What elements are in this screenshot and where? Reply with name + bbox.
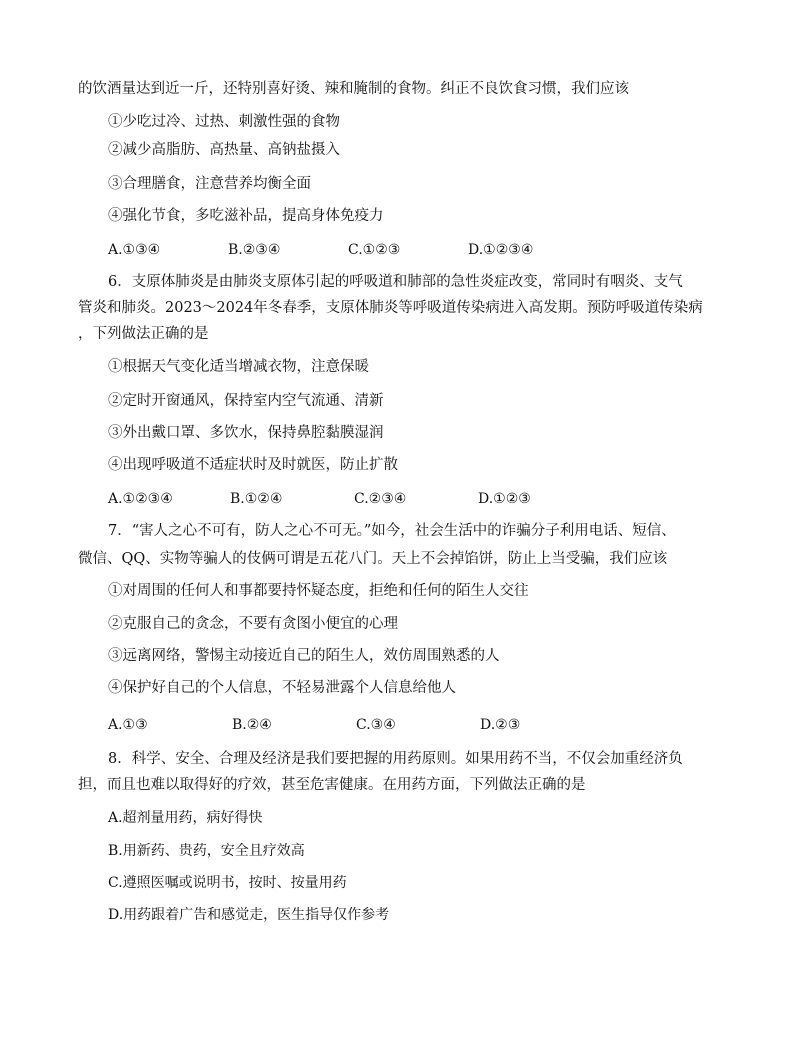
q8-option-c[interactable]: C.遵照医嘱或说明书，按时、按量用药 — [108, 875, 347, 891]
q5-option-c[interactable]: C.①②③ — [348, 242, 401, 258]
q8-stem-line-2: 担，而且也难以取得好的疗效，甚至危害健康。在用药方面，下列做法正确的是 — [78, 777, 586, 793]
q5-item-4: ④强化节食，多吃滋补品，提高身体免疫力 — [108, 208, 384, 224]
q7-item-1: ①对周围的任何人和事都要持怀疑态度，拒绝和任何的陌生人交往 — [108, 583, 529, 599]
q5-stem-continued: 的饮酒量达到近一斤，还特别喜好烫、辣和腌制的食物。纠正不良饮食习惯，我们应该 — [78, 81, 629, 97]
q6-stem-line-1: 6．支原体肺炎是由肺炎支原体引起的呼吸道和肺部的急性炎症改变，常同时有咽炎、支气 — [108, 274, 683, 290]
q6-item-1: ①根据天气变化适当增减衣物，注意保暖 — [108, 359, 369, 375]
q7-stem-line-1: 7．“害人之心不可有，防人之心不可无。”如今，社会生活中的诈骗分子利用电话、短信、 — [108, 523, 676, 539]
q5-item-3: ③合理膳食，注意营养均衡全面 — [108, 176, 311, 192]
q6-option-d[interactable]: D.①②③ — [478, 491, 531, 507]
q7-option-a[interactable]: A.①③ — [108, 717, 148, 733]
q6-item-2: ②定时开窗通风，保持室内空气流通、清新 — [108, 393, 384, 409]
q8-option-d[interactable]: D.用药跟着广告和感觉走，医生指导仅作参考 — [108, 907, 390, 923]
q8-option-a[interactable]: A.超剂量用药，病好得快 — [108, 810, 263, 826]
q6-item-3: ③外出戴口罩、多饮水，保持鼻腔黏膜湿润 — [108, 425, 384, 441]
q7-item-4: ④保护好自己的个人信息，不轻易泄露个人信息给他人 — [108, 680, 456, 696]
q6-stem-line-3: ，下列做法正确的是 — [78, 326, 209, 342]
q7-stem-line-2: 微信、QQ、实物等骗人的伎俩可谓是五花八门。天上不会掉馅饼，防止上当受骗，我们应该 — [78, 551, 668, 567]
q6-item-4: ④出现呼吸道不适症状时及时就医，防止扩散 — [108, 457, 398, 473]
q5-option-b[interactable]: B.②③④ — [228, 242, 281, 258]
q5-option-d[interactable]: D.①②③④ — [468, 242, 534, 258]
q6-option-a[interactable]: A.①②③④ — [108, 491, 173, 507]
q8-option-b[interactable]: B.用新药、贵药，安全且疗效高 — [108, 843, 305, 859]
q5-item-1: ①少吃过冷、过热、刺激性强的食物 — [108, 114, 340, 130]
q7-item-2: ②克服自己的贪念，不要有贪图小便宜的心理 — [108, 616, 398, 632]
q7-item-3: ③远离网络，警惕主动接近自己的陌生人，效仿周围熟悉的人 — [108, 648, 500, 664]
q6-option-c[interactable]: C.②③④ — [354, 491, 407, 507]
q5-item-2: ②减少高脂肪、高热量、高钠盐摄入 — [108, 142, 340, 158]
q7-option-d[interactable]: D.②③ — [480, 717, 521, 733]
q5-option-a[interactable]: A.①③④ — [108, 242, 161, 258]
q7-option-b[interactable]: B.②④ — [232, 717, 272, 733]
q6-option-b[interactable]: B.①②④ — [230, 491, 283, 507]
q7-option-c[interactable]: C.③④ — [356, 717, 396, 733]
q6-stem-line-2: 管炎和肺炎。2023～2024年冬春季，支原体肺炎等呼吸道传染病进入高发期。预防呼吸道传染病 — [78, 300, 703, 316]
q8-stem-line-1: 8．科学、安全、合理及经济是我们要把握的用药原则。如果用药不当，不仅会加重经济负 — [108, 751, 683, 767]
